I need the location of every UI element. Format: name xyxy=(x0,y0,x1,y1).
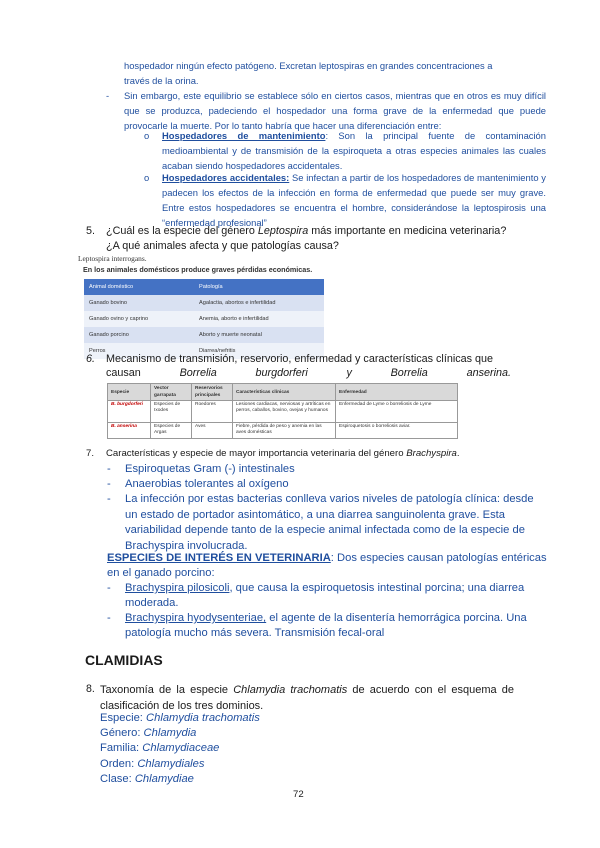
species-name: Brachyspira hyodysenteriae, xyxy=(125,612,267,624)
q5-table xyxy=(84,279,324,359)
taxon-class: Clase: Chlamydiae xyxy=(100,772,194,785)
table-row xyxy=(84,311,324,327)
dash-bullet: - xyxy=(107,463,111,475)
table-cell: Fiebre, pérdida de peso y anemia en las aves domésticas xyxy=(233,423,336,439)
table-row xyxy=(84,295,324,311)
q8-number: 8. xyxy=(86,683,95,695)
q6-word: causan xyxy=(106,367,141,379)
q6-table xyxy=(107,383,458,439)
q5-table-header-animal: Animal doméstico xyxy=(84,279,194,295)
dash-bullet: - xyxy=(107,493,111,505)
accidental-hosts-label: Hospedadores accidentales: xyxy=(162,172,290,183)
dash-paragraph-text: Sin embargo, este equilibrio se establece sólo en ciertos casos, mientras que en otros es muy difícil que se produzca, padeciendo el hospedador una forma grave de la enfermedad que puede provocarle la muerte. Por lo tanto habría que hacer una diferenciación entre: xyxy=(124,90,546,131)
taxon-genus: Género: Chlamydia xyxy=(100,727,197,740)
table-cell: B. burgdorferi xyxy=(108,401,151,423)
q6-number: 6. xyxy=(86,353,96,365)
table-cell: Anemia, aborto e infertilidad xyxy=(194,311,324,327)
table-cell: Especies de Argas xyxy=(151,423,192,439)
accidental-hosts-text: Se infectan a partir de los hospedadores de mantenimiento y padecen los efectos de la infección en forma de enfermedad que puede ser muy grave. Entre estos hospedadores se encuentra el hombre, considerándose la leptospirosis una “enfermedad profesional” xyxy=(162,172,546,228)
q5-caption: Leptospira interrogans. xyxy=(78,254,147,263)
q7-species-1: - Brachyspira pilosicoli, que causa la espiroquetosis intestinal porcina; una diarrea moderada. xyxy=(107,582,525,610)
q5-line-2: ¿A qué animales afecta y que patologías causa? xyxy=(106,240,339,252)
q6-table-header: Especie xyxy=(108,384,151,401)
q6-table-header: Enfermedad xyxy=(336,384,458,401)
taxon-family: Familia: Chlamydiaceae xyxy=(100,742,220,755)
q6-word: Borrelia xyxy=(390,367,428,379)
circle-bullet-icon: o xyxy=(144,130,150,141)
taxonomy-list xyxy=(100,711,260,787)
page-number: 72 xyxy=(293,789,304,800)
dash-bullet: - xyxy=(107,582,111,594)
table-cell: Diarrea/nefritis xyxy=(194,343,324,359)
taxon-order: Orden: Chlamydiales xyxy=(100,757,205,770)
table-row xyxy=(84,327,324,343)
table-cell: Agalactia, abortos e infertilidad xyxy=(194,295,324,311)
table-cell: Ganado porcino xyxy=(84,327,194,343)
species-name: Brachyspira pilosicoli xyxy=(125,582,230,594)
table-cell: Ganado ovino y caprino xyxy=(84,311,194,327)
q5-subtitle: En los animales domésticos produce graves pérdidas económicas. xyxy=(83,265,313,274)
table-cell: Perros xyxy=(84,343,194,359)
q7-species-intro: ESPECIES DE INTERÉS EN VETERINARIA: Dos especies causan patologías entéricas en el ganado porcino: xyxy=(107,552,547,580)
q6-word: y xyxy=(346,367,352,379)
q5-table-header-pathology: Patología xyxy=(194,279,324,295)
q7-bullet-1: - Espiroquetas Gram (-) intestinales xyxy=(107,462,547,477)
q6-table-header: Reservorios principales xyxy=(192,384,233,401)
species-heading: ESPECIES DE INTERÉS EN VETERINARIA xyxy=(107,552,331,564)
q7-bullet-2: - Anaerobias tolerantes al oxígeno xyxy=(107,477,547,492)
continuation-line-2: través de la orina. xyxy=(124,75,199,86)
table-cell: Especies de Ixodes xyxy=(151,401,192,423)
q7-bullet-3: - La infección por estas bacterias conlleva varios niveles de patología clínica: desde un estado de portador asintomático, a una diarrea sanguinolenta grave. Esta variabilidad depende tanto de la especie animal infectada como de la especie de Brachyspira involucrada. xyxy=(107,493,534,552)
circle-bullet-icon: o xyxy=(144,172,150,183)
dash-bullet: - xyxy=(107,478,111,490)
table-cell: Espiroquetosis o borreliosis aviar. xyxy=(336,423,458,439)
table-row xyxy=(108,401,458,423)
maintenance-hosts-text: : Son la principal fuente de contaminación medioambiental y de transmisión de la espiroqueta a otras especies animales las cuales acaban siendo hospedadores accidentales. xyxy=(162,130,546,171)
table-cell: Enfermedad de Lyme o borreliosis de Lyme xyxy=(336,401,458,423)
q8-title: Taxonomía de la especie Chlamydia trachomatis de acuerdo con el esquema de clasificación de los tres dominios. xyxy=(100,684,515,712)
table-cell: Ganado bovino xyxy=(84,295,194,311)
table-cell: Roedores xyxy=(192,401,233,423)
table-row xyxy=(108,423,458,439)
q5-line-1: ¿Cuál es la especie del género Leptospira más importante en medicina veterinaria? xyxy=(106,225,507,237)
q6-word: Borrelia xyxy=(179,367,217,379)
table-cell: Aves xyxy=(192,423,233,439)
q6-line-2 xyxy=(106,366,511,381)
section-title: CLAMIDIAS xyxy=(85,652,163,668)
q5-number: 5. xyxy=(86,225,96,237)
taxon-species: Especie: Chlamydia trachomatis xyxy=(100,712,260,724)
q6-table-header: Características clínicas xyxy=(233,384,336,401)
subitem-maintenance-hosts xyxy=(144,128,546,173)
q6-word: burgdorferi xyxy=(255,367,308,379)
q6-table-header: Vector garrapata xyxy=(151,384,192,401)
maintenance-hosts-label: Hospedadores de mantenimiento xyxy=(162,130,326,141)
table-cell: B. anserina xyxy=(108,423,151,439)
dash-bullet: - xyxy=(107,612,111,624)
subitem-accidental-hosts xyxy=(144,170,546,230)
continuation-line-1: hospedador ningún efecto patógeno. Excretan leptospiras en grandes concentraciones a xyxy=(124,60,493,71)
q7-number: 7. xyxy=(86,448,95,459)
table-cell: Aborto y muerte neonatal xyxy=(194,327,324,343)
q6-word: anserina. xyxy=(466,367,511,379)
dash-paragraph xyxy=(106,88,546,133)
q6-line-1: Mecanismo de transmisión, reservorio, enfermedad y características clínicas que xyxy=(106,353,494,365)
dash-bullet: - xyxy=(106,90,110,101)
table-cell: Lesiones cardiacas, nerviosas y artríticas en perros, caballos, bovino, ovejas y humanos xyxy=(233,401,336,423)
q7-title: Características y especie de mayor importancia veterinaria del género Brachyspira. xyxy=(106,448,460,459)
q7-species-2: - Brachyspira hyodysenteriae, el agente de la disentería hemorrágica porcina. Una patología mucho más severa. Transmisión fecal-oral xyxy=(107,612,527,640)
